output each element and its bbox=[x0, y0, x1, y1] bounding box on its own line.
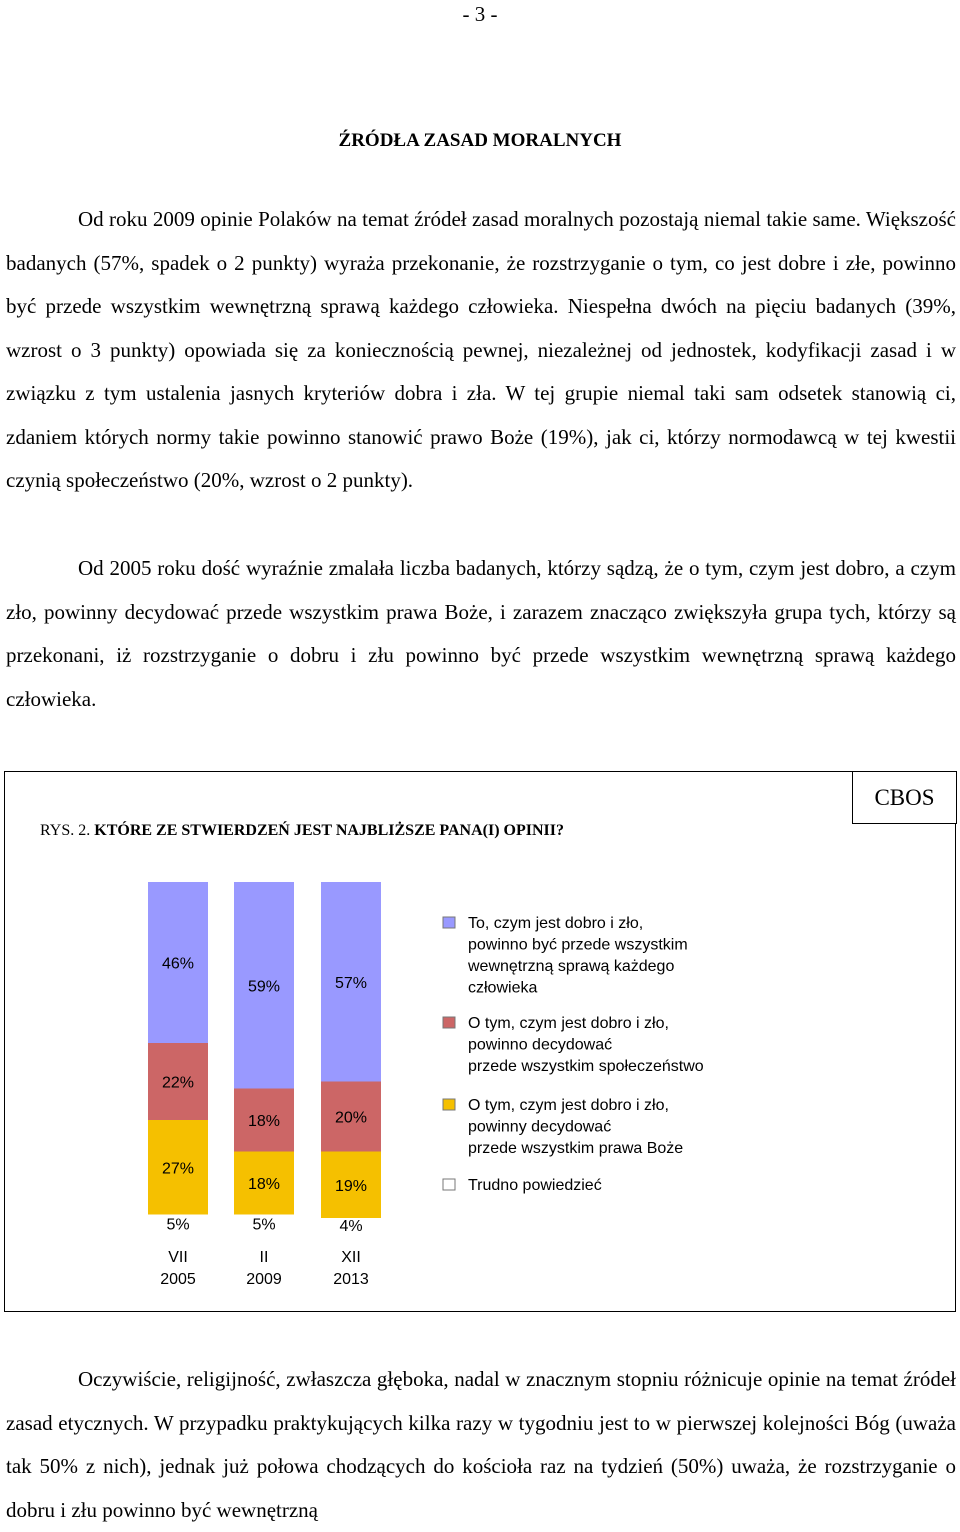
cbos-brand-box: CBOS bbox=[852, 771, 957, 824]
legend-text: przede wszystkim prawa Boże bbox=[468, 1140, 684, 1157]
data-label: 46% bbox=[161, 955, 195, 973]
page-number: - 3 - bbox=[462, 2, 498, 26]
data-label: 57% bbox=[334, 974, 368, 992]
legend-swatch bbox=[443, 1099, 455, 1110]
paragraph-3 bbox=[6, 1358, 956, 1532]
x-tick-label: 2013 bbox=[333, 1271, 369, 1288]
data-label: 22% bbox=[161, 1074, 195, 1092]
stacked-bar-chart bbox=[130, 860, 950, 1300]
figure-title: KTÓRE ZE STWIERDZEŃ JEST NAJBLIŻSZE PANA(I) OPINII? bbox=[94, 822, 564, 839]
legend-text: przede wszystkim społeczeństwo bbox=[468, 1058, 704, 1075]
legend-swatch bbox=[443, 917, 455, 928]
paragraph-3-text: Oczywiście, religijność, zwłaszcza głęboka, nadal w znacznym stopniu różnicuje opinie na temat źródeł zasad etycznych. W przypadku praktykujących kilka razy w tygodniu jest to w pierwszej kolejności Bóg (uważa tak 50% z nich), jednak już połowa chodzących do kościoła raz na tydzień (50%) uważa, że rozstrzyganie o dobru i złu powinno być wewnętrzną bbox=[6, 1367, 956, 1522]
x-tick-label: II bbox=[259, 1249, 269, 1266]
data-label: 5% bbox=[252, 1216, 276, 1234]
legend-text: powinny decydować bbox=[468, 1118, 612, 1136]
data-label: 59% bbox=[247, 978, 281, 996]
data-label: 5% bbox=[166, 1216, 190, 1234]
legend-text: powinno decydować bbox=[468, 1036, 613, 1054]
legend-text: człowieka bbox=[468, 979, 538, 997]
legend-text: O tym, czym jest dobro i zło, bbox=[468, 1015, 669, 1032]
data-label: 18% bbox=[247, 1113, 281, 1130]
legend-text: wewnętrzną sprawą każdego bbox=[468, 958, 675, 975]
x-tick-label: VII bbox=[168, 1249, 188, 1266]
figure-prefix: RYS. 2. bbox=[40, 822, 91, 839]
x-tick-label: XII bbox=[341, 1249, 361, 1266]
x-tick-label: 2009 bbox=[246, 1271, 282, 1288]
legend-text: Trudno powiedzieć bbox=[468, 1177, 602, 1194]
x-tick-label: 2005 bbox=[160, 1271, 196, 1288]
chart-title bbox=[40, 822, 564, 840]
legend-text: O tym, czym jest dobro i zło, bbox=[468, 1097, 669, 1114]
legend-text: powinno być przede wszystkim bbox=[468, 936, 688, 954]
legend-swatch bbox=[443, 1017, 455, 1028]
paragraph-1 bbox=[6, 198, 956, 503]
data-label: 20% bbox=[334, 1109, 368, 1127]
paragraph-2-text: Od 2005 roku dość wyraźnie zmalała liczba badanych, którzy sądzą, że o tym, czym jest dobro, a czym zło, powinny decydować przede wszystkim prawa Boże, i zarazem znacząco zwiększyła grupa tych, którzy są przekonani, iż rozstrzyganie o dobru i złu powinno być przede wszystkim wewnętrzną sprawą każdego człowieka. bbox=[6, 556, 956, 711]
data-label: 19% bbox=[334, 1177, 368, 1195]
paragraph-1-text: Od roku 2009 opinie Polaków na temat źródeł zasad moralnych pozostają niemal takie same. Większość badanych (57%, spadek o 2 punkty) wyraża przekonanie, że rozstrzyganie o tym, co jest dobre i złe, powinno być przede wszystkim wewnętrzną sprawą każdego człowieka. Niespełna dwóch na pięciu badanych (39%, wzrost o 3 punkty) opowiada się za koniecznością pewnej, niezależnej od jednostek, kodyfikacji zasad i w związku z tym ustalenia jasnych kryteriów dobra i zła. W tej grupie niemal taki sam odsetek stanowią ci, zdaniem których normy takie powinno stanowić prawo Boże (19%), jak ci, którzy normodawcą w tej kwestii czynią społeczeństwo (20%, wzrost o 2 punkty). bbox=[6, 207, 956, 492]
data-label: 4% bbox=[339, 1218, 363, 1235]
data-label: 18% bbox=[247, 1176, 281, 1193]
paragraph-2 bbox=[6, 547, 956, 721]
page-title: ŹRÓDŁA ZASAD MORALNYCH bbox=[338, 130, 622, 151]
legend-swatch bbox=[443, 1179, 455, 1190]
data-label: 27% bbox=[161, 1160, 195, 1178]
legend-text: To, czym jest dobro i zło, bbox=[468, 915, 644, 932]
